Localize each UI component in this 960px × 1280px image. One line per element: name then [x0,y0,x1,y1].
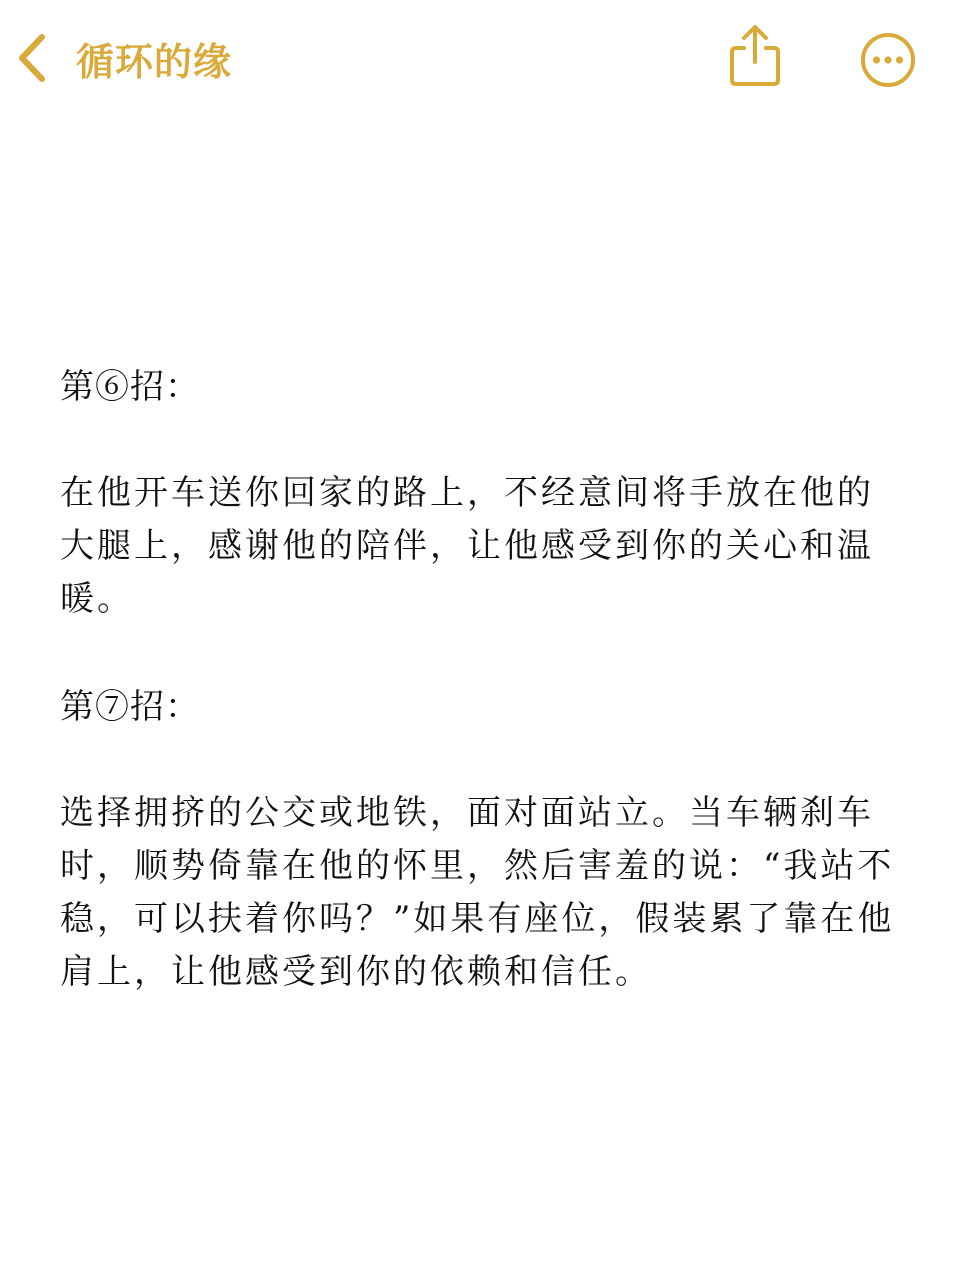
tip-7-heading: 第⑦招： [60,687,200,727]
note-content[interactable] [60,362,900,999]
ellipsis-circle-icon [858,30,918,90]
share-icon [724,22,786,90]
share-button[interactable] [724,22,786,90]
tip-7-paragraph: 选择拥挤的公交或地铁，面对面站立。当车辆刹车时，顺势倚靠在他的怀里，然后害羞的说：“我站不稳，可以扶着你吗？”如果有座位，假装累了靠在他肩上，让他感受到你的依赖和信任。 [60,793,895,992]
tip-6-paragraph: 在他开车送你回家的路上，不经意间将手放在他的大腿上，感谢他的陪伴，让他感受到你的关心和温暖。 [60,473,874,619]
tip-6-heading: 第⑥招： [60,367,200,407]
chevron-left-icon [14,32,50,84]
more-options-button[interactable] [858,30,918,90]
back-button[interactable] [14,26,232,90]
nav-title: 循环的缘 [76,39,233,84]
navigation-bar [0,0,960,116]
